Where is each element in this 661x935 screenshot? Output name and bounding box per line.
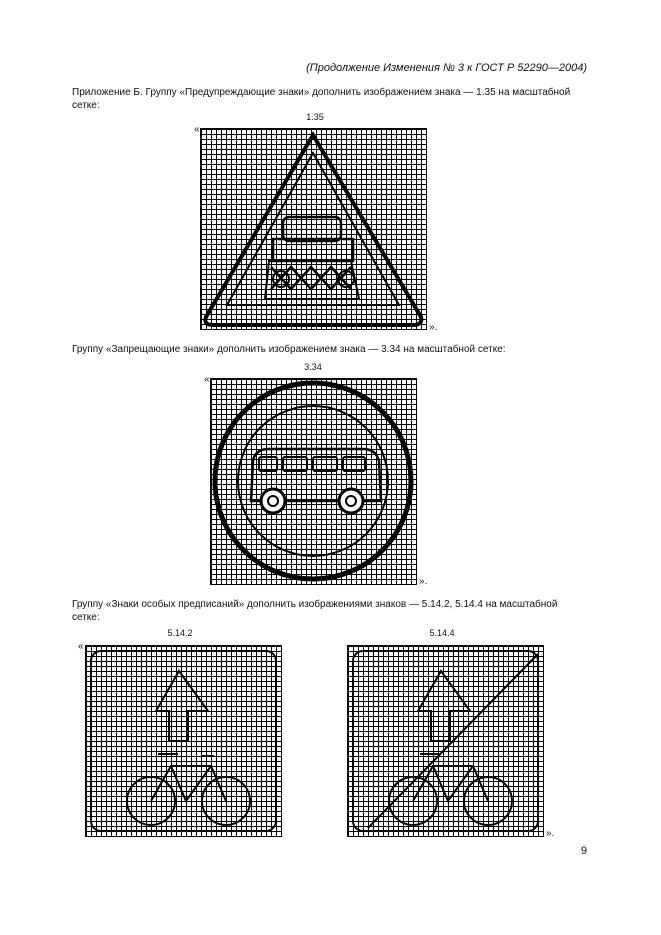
sign-5-14-2-drawing — [86, 646, 281, 836]
quote-close: ». — [429, 322, 438, 333]
sign-1-35-drawing — [201, 129, 426, 329]
paragraph-prohibitory-signs: Группу «Запрещающие знаки» дополнить изображением знака — 3.34 на масштабной сетке: — [72, 344, 506, 355]
paragraph-warning-signs: Приложение Б. Группу «Предупреждающие знаки» дополнить изображением знака — 1.35 на масштабной сетке: — [72, 87, 571, 111]
sign-label-5-14-4: 5.14.4 — [429, 628, 455, 638]
quote-open: « — [78, 641, 84, 652]
sign-label-1-35: 1.35 — [306, 112, 324, 122]
grid-sign-3-34 — [210, 378, 417, 585]
quote-open: « — [204, 374, 210, 385]
grid-sign-1-35 — [200, 128, 427, 330]
sign-label-3-34: 3.34 — [304, 362, 322, 372]
running-header: (Продолжение Изменения № 3 к ГОСТ Р 52290—2004) — [306, 62, 587, 74]
grid-sign-5-14-4 — [347, 645, 544, 837]
page-number: 9 — [580, 845, 587, 857]
sign-label-5-14-2: 5.14.2 — [167, 628, 193, 638]
quote-open: « — [194, 124, 200, 135]
sign-3-34-drawing — [211, 379, 416, 584]
sign-5-14-4-drawing — [348, 646, 543, 836]
grid-sign-5-14-2 — [85, 645, 282, 837]
quote-close: ». — [419, 576, 428, 587]
quote-close: ». — [546, 828, 555, 839]
paragraph-special-signs: Группу «Знаки особых предписаний» дополнить изображениями знаков — 5.14.2, 5.14.4 на масштабной сетке: — [72, 599, 558, 623]
